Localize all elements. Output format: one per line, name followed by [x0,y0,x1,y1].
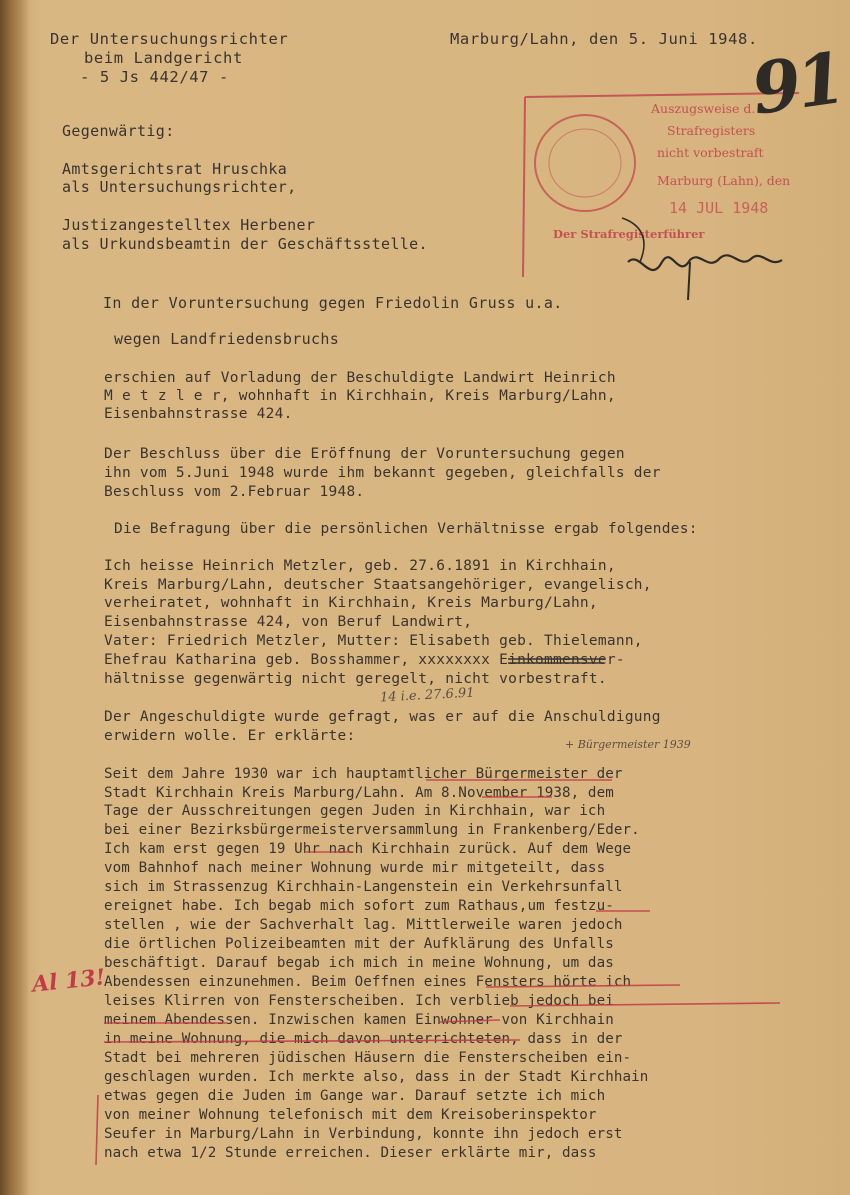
file-reference: - 5 Js 442/47 - [80,68,229,86]
statement-line: Stadt bei mehreren jüdischen Häusern die Fensterscheiben ein- [104,1050,632,1066]
resolution-line: Beschluss vom 2.Februar 1948. [104,484,365,500]
statement-line: Ich kam erst gegen 19 Uhr nach Kirchhain zurück. Auf dem Wege [104,841,632,857]
stamp-date: 14 JUL 1948 [669,199,769,217]
handwritten-note-birthdate: 14 i.e. 27.6.91 [379,685,475,706]
appearance-line: erschien auf Vorladung der Beschuldigte Landwirt Heinrich [104,370,616,386]
question-line: Der Angeschuldigte wurde gefragt, was er auf die Anschuldigung [104,709,661,725]
red-underlines [96,780,780,1165]
statement-line: stellen , wie der Sachverhalt lag. Mittlerweile waren jedoch [104,917,623,933]
statement-line: nach etwa 1/2 Stunde erreichen. Dieser erklärte mir, dass [104,1145,597,1161]
statement-line: leises Klirren von Fensterscheiben. Ich verblieb jedoch bei [104,993,614,1009]
personal-line: Ehefrau Katharina geb. Bosshammer, xxxxxxxx Einkommensver- [104,652,625,668]
stamp-line-5: Der Strafregisterführer [553,227,705,241]
statement-line: Tage der Ausschreitungen gegen Juden in Kirchhain, war ich [104,803,606,819]
resolution-line: Der Beschluss über die Eröffnung der Voruntersuchung gegen [104,446,625,462]
case-line-2: wegen Landfriedensbruchs [114,330,340,348]
present-label: Gegenwärtig: [62,122,175,140]
judge-line-1: Amtsgerichtsrat Hruschka [62,160,288,178]
statement-line: beschäftigt. Darauf begab ich mich in meine Wohnung, um das [104,955,614,971]
strikethrough [508,659,604,663]
statement-line: sich im Strassenzug Kirchhain-Langenstein ein Verkehrsunfall [104,879,623,895]
statement-line: vom Bahnhof nach meiner Wohnung wurde mir mitgeteilt, dass [104,860,606,876]
statement-line: Stadt Kirchhain Kreis Marburg/Lahn. Am 8.November 1938, dem [104,785,614,801]
personal-intro: Die Befragung über die persönlichen Verhältnisse ergab folgendes: [114,521,698,537]
statement-line: geschlagen wurden. Ich merkte also, dass in der Stadt Kirchhain [104,1069,649,1085]
signature [622,218,782,300]
statement-line: Seit dem Jahre 1930 war ich hauptamtlicher Bürgermeister der [104,766,623,782]
resolution-line: ihn vom 5.Juni 1948 wurde ihm bekannt gegeben, gleichfalls der [104,465,661,481]
statement-line: Seufer in Marburg/Lahn in Verbindung, konnte ihn jedoch erst [104,1126,623,1142]
personal-line: verheiratet, wohnhaft in Kirchhain, Kreis Marburg/Lahn, [104,595,598,611]
statement-line: ereignet habe. Ich begab mich sofort zum Rathaus,um festzu- [104,898,614,914]
personal-line: hältnisse gegenwärtig nicht geregelt, nicht vorbestraft. [104,671,607,687]
authority-line-1: Der Untersuchungsrichter [50,30,289,48]
statement-line: von meiner Wohnung telefonisch mit dem Kreisoberinspektor [104,1107,597,1123]
personal-line: Eisenbahnstrasse 424, von Beruf Landwirt, [104,614,473,630]
handwritten-note-mayor: + Bürgermeister 1939 [565,738,691,751]
page-number: 91 [746,36,847,131]
appearance-line: M e t z l e r, wohnhaft in Kirchhain, Kreis Marburg/Lahn, [104,388,616,404]
statement-line: die örtlichen Polizeibeamten mit der Aufklärung des Unfalls [104,936,614,952]
margin-note: Al 13! [30,964,107,998]
clerk-line-2: als Urkundsbeamtin der Geschäftsstelle. [62,235,428,253]
personal-line: Ich heisse Heinrich Metzler, geb. 27.6.1891 in Kirchhain, [104,558,616,574]
stamp-line-2: Strafregisters [667,123,756,138]
personal-line: Kreis Marburg/Lahn, deutscher Staatsangehöriger, evangelisch, [104,577,652,593]
clerk-line-1: Justizangestelltex Herbener [62,216,316,234]
statement-line: Abendessen einzunehmen. Beim Oeffnen eines Fensters hörte ich [104,974,632,990]
case-line-1: In der Voruntersuchung gegen Friedolin Gruss u.a. [103,294,563,312]
stamp-line-3: nicht vorbestraft [657,145,764,160]
judge-line-2: als Untersuchungsrichter, [62,178,297,196]
appearance-line: Eisenbahnstrasse 424. [104,406,293,422]
place-date: Marburg/Lahn, den 5. Juni 1948. [450,30,758,48]
stamp-line-4: Marburg (Lahn), den [657,173,791,188]
statement-line: meinem Abendessen. Inzwischen kamen Einwohner von Kirchhain [104,1012,614,1028]
statement-line: in meine Wohnung, die mich davon unterrichteten, dass in der [104,1031,623,1047]
personal-line: Vater: Friedrich Metzler, Mutter: Elisabeth geb. Thielemann, [104,633,643,649]
statement-line: etwas gegen die Juden im Gange war. Darauf setzte ich mich [104,1088,606,1104]
statement-line: bei einer Bezirksbürgermeisterversammlung in Frankenberg/Eder. [104,822,640,838]
authority-line-2: beim Landgericht [84,49,243,67]
stamp-line-1: Auszugsweise d. [651,101,756,116]
question-line: erwidern wolle. Er erklärte: [104,728,356,744]
